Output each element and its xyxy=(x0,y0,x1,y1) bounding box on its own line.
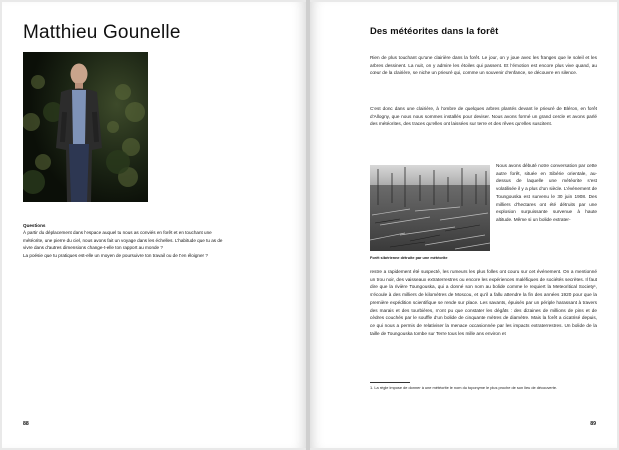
article-title: Des météorites dans la forêt xyxy=(370,25,499,36)
right-page xyxy=(310,2,617,448)
question-item: La poésie que tu pratiques est-elle un moyen de poursuivre ton travail ou de t’en éloigner ? xyxy=(23,252,208,258)
page-number-right: 89 xyxy=(590,421,596,427)
footnote: 1. La règle impose de donner à une météorite le nom du toponyme le plus proche de son lieu de découverte. xyxy=(370,385,558,390)
questions-heading: Questions xyxy=(23,223,46,228)
author-portrait-photo xyxy=(23,52,148,202)
left-page xyxy=(2,2,306,448)
paragraph-1: Rien de plus touchant qu’une clairière dans la forêt. Le jour, on y joue avec les franges que le soleil et les arbres dessinent. La nuit, on y admire les étoiles qui passent. Et l’émotion est encore plus vive quand, au cœur de la clairière, se niche un prieuré qui, comme un souvenir d’enfance, se découvre en silence. xyxy=(370,55,597,76)
question-item: À partir du déplacement dans l’espace auquel tu nous as conviés en forêt et en touchant une météorite, une pierre du ciel, nous avons fait un voyage dans les échelles. L’habitude que tu as de vivre dans d’autres dimensions change-t-elle ton rapport au monde ? xyxy=(23,230,223,251)
paragraph-2: C’est donc dans une clairière, à l’ombre de quelques arbres plantés devant le prieuré de Bléron, en forêt d’Allogny, que nous nous sommes installés pour deviser. Nous avons formé un grand cercle et avons parlé des météorites, des traces qu’elles ont laissées sur terre et des rêves qu’elles suscitent. xyxy=(370,106,597,127)
paragraph-4: restre a rapidement été suspecté, les rumeurs les plus folles ont couru sur cet événement. On a mentionné un trou noir, des vaisseaux extraterrestres ou encore les expériences maléfiques de sociétés secrètes. Il faut dire que la rivière Toungouska, qui a donné son nom au bolide comme le requiert la Meteoritical Society¹, s’écoule à des milliers de kilomètres de Moscou, et qu’il a fallu attendre la fin des années 1920 pour que la première expédition scientifique se rende sur place. Les savants, épuisés par un périple harassant à travers des marais et des tourbières, n’ont pu que constater les dégâts : des dizaines de millions de pins et de cèdres couchés par le souffle d’un bolide de cinquante mètres de diamètre. Mais la forêt a cicatrisé depuis, ce qui nous a permis de relativiser la menace occasionnée par les impacts extraterrestres. Un bolide de la taille de Toungouska tombe sur Terre tous les mille ans environ et xyxy=(370,269,597,336)
page-number-left: 88 xyxy=(23,421,29,427)
siberian-forest-photo xyxy=(370,165,490,251)
author-name: Matthieu Gounelle xyxy=(23,22,181,43)
questions-block xyxy=(23,222,228,259)
photo-caption: Forêt sibérienne détruite par une météorite xyxy=(370,256,448,260)
paragraph-3: Nous avons débuté notre conversation par cette autre forêt, située en Sibérie orientale, au-dessus de laquelle une météorite s’est volatilisée il y a plus d’un siècle. L’événement de Toungouska est survenu le 30 juin 1908. Des milliers d’hectares ont été détruits par une explosion surpuissante survenue à haute altitude. Même si un bolide extrater- xyxy=(496,163,597,222)
footnote-rule xyxy=(370,382,410,383)
